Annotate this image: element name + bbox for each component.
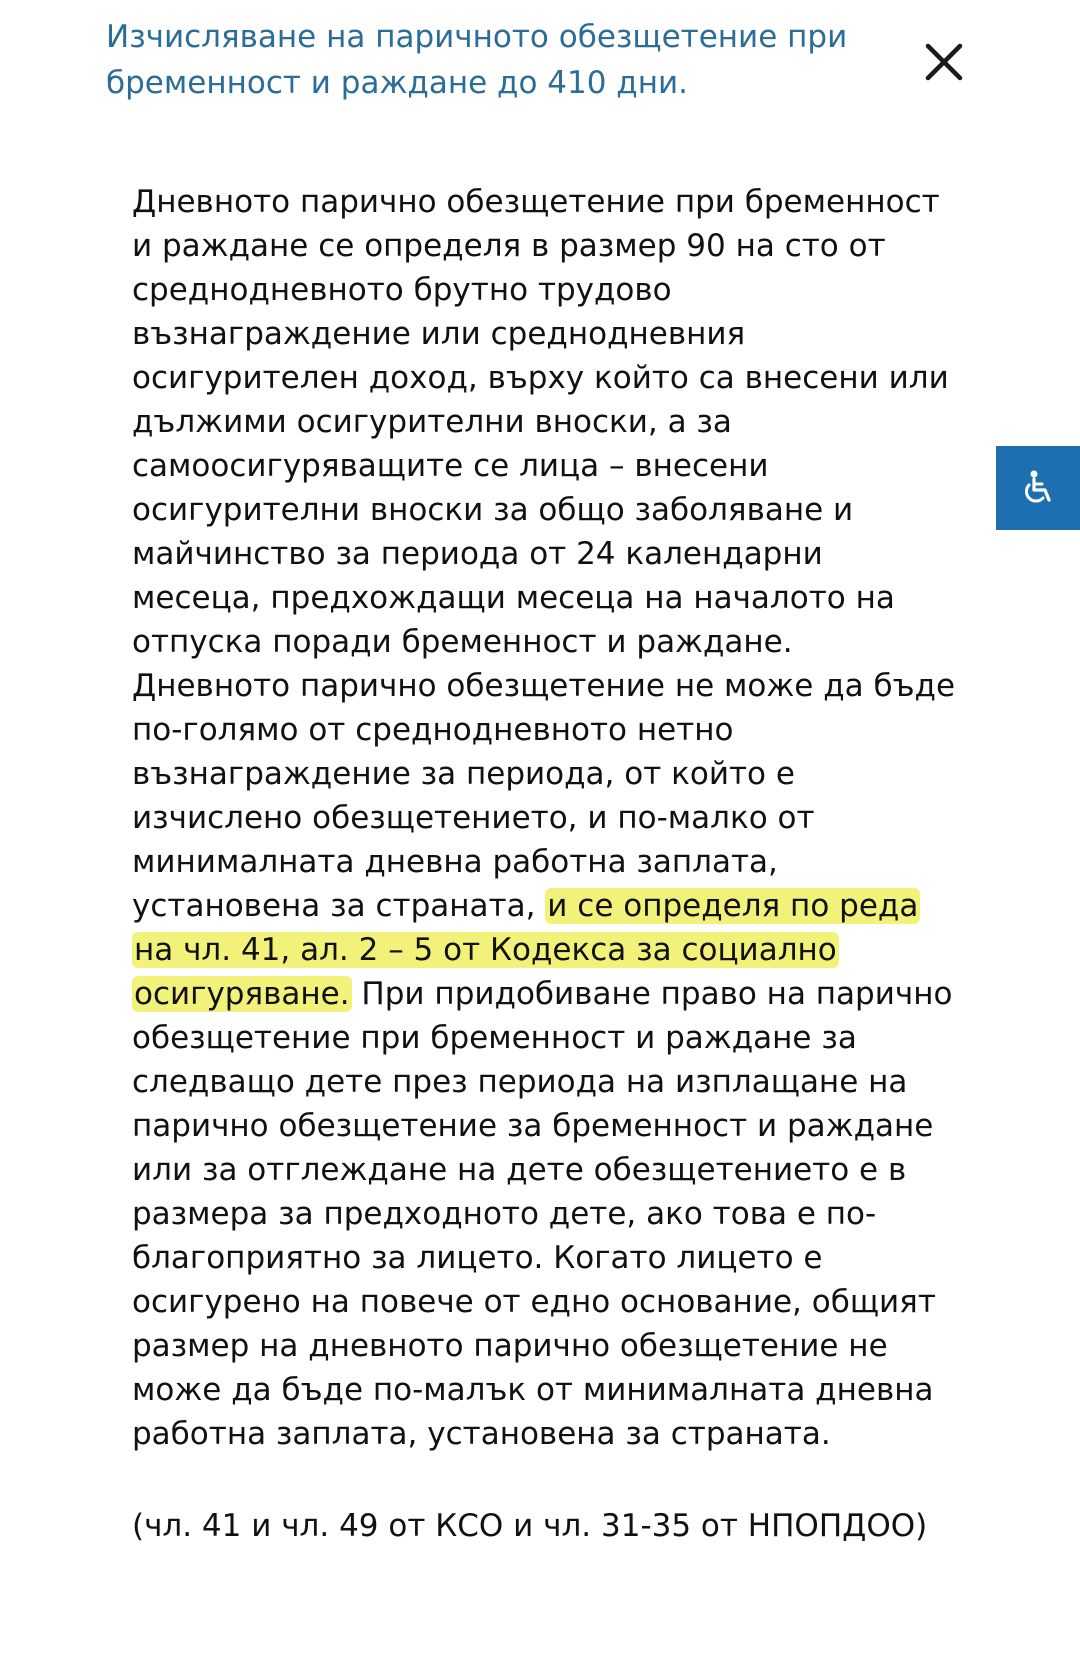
- wheelchair-icon: [1018, 468, 1058, 508]
- description-text-end: При придобиване право на парично обезщетение при бременност и раждане за следващо дете през периода на изплащане на парично обезщетение за бременност и раждане или за отглеждане на дете обезщетението е в размера за предходното дете, ако това е по-благоприятно за лицето. Когато лицето е осигурено на повече от едно основание, общият размер на дневното парично обезщетение не може да бъде по-малък от минималната дневна работна заплата, установена за страната.: [132, 976, 953, 1452]
- highlighted-text: и се определя по реда на чл. 41, ал. 2 – 5 от Кодекса за социално осигуряване.: [134, 888, 919, 1012]
- close-icon: [918, 36, 970, 88]
- description-text-start: Дневното парично обезщетение при бременност и раждане се определя в размер 90 на сто от среднодневното брутно трудово възнаграждение или среднодневния осигурителен доход, върху който са внесени или дължими осигурителни вноски, а за самоосигуряващите се лица – внесени осигурителни вноски за общо заболяване и майчинство за периода от 24 календарни месеца, предхождащи месеца на началото на отпуска поради бременност и раждане. Дневното парично обезщетение не може да бъде по-голямо от среднодневното нетно възнаграждение за периода, от който е изчислено обезщетението, и по-малко от минималната дневна работна заплата, установена за страната,: [132, 184, 956, 924]
- description-paragraph: [132, 180, 958, 1456]
- modal-header: [0, 0, 1080, 130]
- legal-citation: (чл. 41 и чл. 49 от КСО и чл. 31-35 от НПОПДОО): [132, 1508, 928, 1544]
- modal-body: [132, 180, 958, 1548]
- close-button[interactable]: [918, 36, 970, 88]
- accessibility-button[interactable]: [996, 446, 1080, 530]
- modal-title: Изчисляване на паричното обезщетение при бременност и раждане до 410 дни.: [106, 19, 848, 101]
